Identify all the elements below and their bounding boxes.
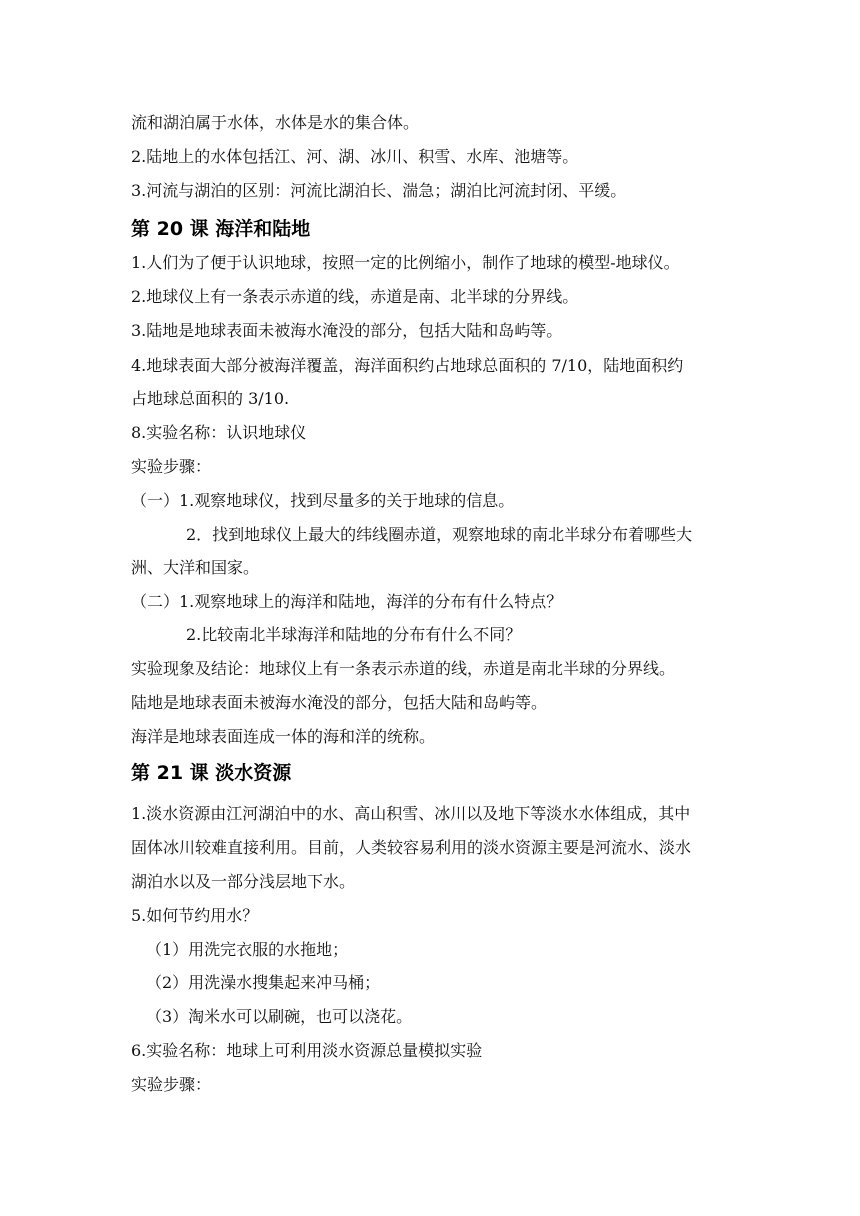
text-line: （2）用洗澡水搜集起来冲马桶；: [146, 973, 381, 992]
text-line: 固体冰川较难直接利用。目前，人类较容易利用的淡水资源主要是河流水、淡水: [131, 838, 692, 857]
text-line: 3.河流与湖泊的区别：河流比湖泊长、湍急；湖泊比河流封闭、平缓。: [131, 181, 627, 200]
lesson-20-heading: 第 20 课 海洋和陆地: [131, 218, 311, 240]
text-line: 2.比较南北半球海洋和陆地的分布有什么不同？: [186, 625, 522, 644]
lesson-21-heading: 第 21 课 淡水资源: [131, 762, 292, 784]
text-line: 4.地球表面大部分被海洋覆盖，海洋面积约占地球总面积的 7/10，陆地面积约: [131, 356, 684, 375]
text-line: 湖泊水以及一部分浅层地下水。: [131, 872, 356, 891]
text-line: 海洋是地球表面连成一体的海和洋的统称。: [131, 727, 436, 746]
text-line: （1）用洗完衣服的水拖地；: [146, 940, 349, 959]
text-line: 2．找到地球仪上最大的纬线圈赤道，观察地球的南北半球分布着哪些大: [186, 525, 693, 544]
text-line: 实验步骤：: [131, 1075, 212, 1094]
text-line: 5.如何节约用水？: [131, 906, 259, 925]
text-line: 流和湖泊属于水体，水体是水的集合体。: [131, 113, 420, 132]
text-line: 3.陆地是地球表面未被海水淹没的部分，包括大陆和岛屿等。: [131, 321, 563, 340]
text-line: （二）1.观察地球上的海洋和陆地，海洋的分布有什么特点？: [131, 592, 563, 611]
text-line: （3）淘米水可以刷碗，也可以浇花。: [146, 1007, 413, 1026]
text-line: 陆地是地球表面未被海水淹没的部分，包括大陆和岛屿等。: [131, 693, 548, 712]
text-line: 洲、大洋和国家。: [131, 558, 260, 577]
text-line: 占地球总面积的 3/10.: [131, 389, 290, 408]
text-line: 1.淡水资源由江河湖泊中的水、高山积雪、冰川以及地下等淡水水体组成，其中: [131, 804, 691, 823]
text-line: 实验步骤：: [131, 457, 212, 476]
text-line: 8.实验名称：认识地球仪: [131, 423, 307, 442]
text-line: 实验现象及结论：地球仪上有一条表示赤道的线，赤道是南北半球的分界线。: [131, 659, 676, 678]
text-line: 1.人们为了便于认识地球，按照一定的比例缩小，制作了地球的模型-地球仪。: [131, 253, 680, 272]
text-line: 2.陆地上的水体包括江、河、湖、冰川、积雪、水库、池塘等。: [131, 147, 579, 166]
text-line: （一）1.观察地球仪，找到尽量多的关于地球的信息。: [131, 491, 515, 510]
text-line: 6.实验名称：地球上可利用淡水资源总量模拟实验: [131, 1041, 483, 1060]
text-line: 2.地球仪上有一条表示赤道的线，赤道是南、北半球的分界线。: [131, 287, 579, 306]
